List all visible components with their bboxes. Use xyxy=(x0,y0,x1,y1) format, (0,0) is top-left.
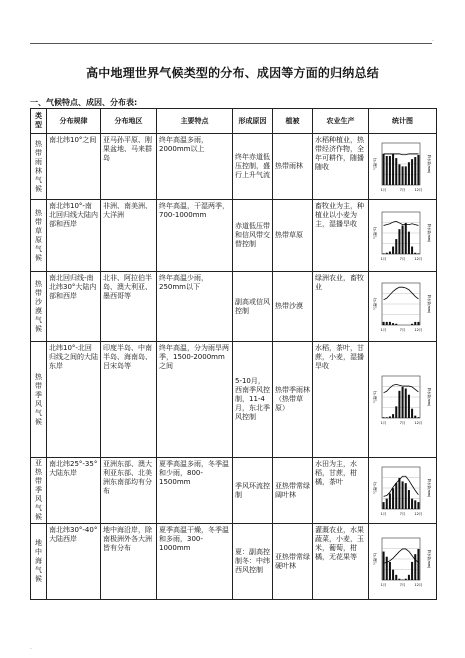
precip-bar xyxy=(398,390,400,417)
agriculture-cell: 水田为主，水稻，甘蔗，柑橘，茶叶 xyxy=(313,458,369,524)
month-tick-label: 1月 xyxy=(380,256,387,261)
precip-bar xyxy=(385,498,387,508)
vegetation-cell: 热带沙漠 xyxy=(273,272,313,342)
agriculture-cell: 畜牧业为主，种植业以小麦为主，湿播旱收 xyxy=(313,200,369,272)
month-tick-label: 12月 xyxy=(413,256,423,261)
month-tick-label: 1月 xyxy=(380,511,387,516)
climate-chart-cell xyxy=(369,134,437,200)
precip-axis-label: 降水量(mm) xyxy=(426,478,431,497)
climate-chart xyxy=(373,279,433,335)
precip-axis-label: 降水量(mm) xyxy=(426,387,431,406)
month-tick-label: 1月 xyxy=(380,187,387,192)
climate-type-cell: 热带草原气候 xyxy=(31,200,47,272)
header-rule: 分布规律 xyxy=(47,109,101,134)
climate-type-cell: 热带季风气候 xyxy=(31,342,47,458)
precip-bar xyxy=(414,500,416,509)
precip-bar xyxy=(395,574,397,579)
month-tick-label: 12月 xyxy=(413,511,423,516)
agriculture-cell: 水稻，茶叶，甘蔗，小麦，湿播旱收 xyxy=(313,342,369,458)
precip-bar xyxy=(401,166,403,185)
month-tick-label: 7月 xyxy=(399,187,406,192)
precip-bar xyxy=(404,166,406,185)
precip-bar xyxy=(414,554,416,580)
precip-bar xyxy=(382,153,384,184)
precip-bar xyxy=(407,394,409,417)
precip-bar xyxy=(414,415,416,417)
precip-bar xyxy=(414,157,416,185)
precip-bar xyxy=(392,488,394,509)
distribution-rule-cell: 南北纬25°-35°大陆东岸 xyxy=(47,458,101,524)
month-tick-label: 1月 xyxy=(380,582,387,587)
precip-bar xyxy=(407,231,409,253)
precip-bar xyxy=(392,246,394,253)
precip-bar xyxy=(411,159,413,185)
climate-type-cell: 热带沙漠气候 xyxy=(31,272,47,342)
precip-bar xyxy=(388,251,390,253)
header-region: 分布地区 xyxy=(101,109,157,134)
month-tick-label: 7月 xyxy=(399,256,406,261)
distribution-region-cell: 亚洲东部、澳大利亚东部、北美洲东南部均有分布 xyxy=(101,458,157,524)
main-feature-cell: 夏季高温多雨，冬季温和少雨，800-1500mm xyxy=(157,458,233,524)
precip-bar xyxy=(407,574,409,579)
precip-bar xyxy=(401,579,403,580)
header-cause: 形成原因 xyxy=(233,109,273,134)
precip-axis-label: 降水量(mm) xyxy=(426,549,431,568)
temp-axis-label: 气温(℃) xyxy=(372,481,377,494)
formation-cause-cell: 终年赤道低压控制，盛行上升气流 xyxy=(233,134,273,200)
precip-bar xyxy=(385,556,387,579)
temperature-line xyxy=(383,221,418,225)
precip-bar xyxy=(382,502,384,509)
precip-bar xyxy=(401,225,403,254)
distribution-region-cell: 亚马孙平原、刚果盆地、马来群岛 xyxy=(101,134,157,200)
main-feature-cell: 终年高温少雨，250mm以下 xyxy=(157,272,233,342)
month-tick-label: 7月 xyxy=(399,420,406,425)
precip-bar xyxy=(385,417,387,418)
precip-bar xyxy=(411,408,413,417)
distribution-rule-cell: 南北纬10°之间 xyxy=(47,134,101,200)
formation-cause-cell: 夏：副高控制冬：中纬西风控制 xyxy=(233,524,273,600)
table-row xyxy=(31,272,437,342)
precip-bar xyxy=(382,253,384,254)
vegetation-cell: 亚热带常绿阔叶林 xyxy=(273,458,313,524)
precip-bar xyxy=(417,154,419,184)
climate-chart-cell xyxy=(369,200,437,272)
month-tick-label: 1月 xyxy=(380,420,387,425)
formation-cause-cell: 副高或信风控制 xyxy=(233,272,273,342)
climate-chart xyxy=(373,208,433,264)
agriculture-cell: 灌溉农业，水果蔬菜，小麦，玉米，葡萄，柑橘，无花果等 xyxy=(313,524,369,600)
temperature-line xyxy=(383,153,418,154)
precip-bar xyxy=(417,253,419,254)
temp-axis-label: 气温(℃) xyxy=(372,552,377,565)
month-tick-label: 1月 xyxy=(380,327,387,332)
climate-type-cell: 热带雨林气候 xyxy=(31,134,47,200)
vegetation-cell: 热带季雨林（热带草原） xyxy=(273,342,313,458)
precip-bar xyxy=(404,222,406,253)
climate-chart xyxy=(373,463,433,519)
precip-bar xyxy=(388,321,390,324)
climate-chart xyxy=(373,372,433,428)
distribution-rule-cell: 南北纬30°-40°大陆西岸 xyxy=(47,524,101,600)
climate-chart-cell xyxy=(369,524,437,600)
distribution-region-cell: 北非、阿拉伯半岛、澳大利亚、墨西哥等 xyxy=(101,272,157,342)
month-tick-label: 7月 xyxy=(399,582,406,587)
distribution-rule-cell: 南北回归线-南北纬30°大陆内部和西岸 xyxy=(47,272,101,342)
precip-bar xyxy=(388,493,390,509)
header-chart: 统计图 xyxy=(369,109,437,134)
precip-bar xyxy=(417,548,419,579)
header-feature: 主要特点 xyxy=(157,109,233,134)
distribution-region-cell: 印度半岛、中南半岛、海南岛、吕宋岛等 xyxy=(101,342,157,458)
formation-cause-cell: 赤道低压带和信风带交替控制 xyxy=(233,200,273,272)
month-tick-label: 12月 xyxy=(413,582,423,587)
temp-axis-label: 气温(℃) xyxy=(372,390,377,403)
climate-type-cell: 亚热带季风气候 xyxy=(31,458,47,524)
distribution-region-cell: 地中海沿岸，除南极洲外各大洲皆有分布 xyxy=(101,524,157,600)
precip-bar xyxy=(392,414,394,418)
climate-table xyxy=(30,108,437,600)
precip-bar xyxy=(392,323,394,325)
precip-bar xyxy=(417,417,419,418)
precip-bar xyxy=(395,406,397,418)
precip-bar xyxy=(382,551,384,579)
precip-bar xyxy=(401,386,403,417)
precip-bar xyxy=(395,323,397,324)
precip-bar xyxy=(385,252,387,253)
precip-bar xyxy=(388,416,390,418)
main-feature-cell: 终年高温多雨，2000mm以上 xyxy=(157,134,233,200)
month-tick-label: 12月 xyxy=(413,187,423,192)
precip-bar xyxy=(414,252,416,253)
precip-bar xyxy=(385,321,387,324)
header-type: 类型 xyxy=(31,109,47,134)
table-header-row xyxy=(31,109,437,134)
precip-bar xyxy=(407,490,409,509)
formation-cause-cell: 季风环流控制 xyxy=(233,458,273,524)
distribution-rule-cell: 南北纬10°-南北回归线大陆内部和西岸 xyxy=(47,200,101,272)
precip-bar xyxy=(417,321,419,324)
precip-bar xyxy=(395,483,397,509)
precip-bar xyxy=(382,417,384,418)
table-row xyxy=(31,458,437,524)
precip-bar xyxy=(385,156,387,185)
header-vegetation: 植被 xyxy=(273,109,313,134)
footer-mark: · xyxy=(30,646,32,653)
main-feature-cell: 终年高温，分为雨旱两季，1500-2000mm之间 xyxy=(157,342,233,458)
month-tick-label: 12月 xyxy=(413,327,423,332)
temp-axis-label: 气温(℃) xyxy=(372,226,377,239)
table-row xyxy=(31,134,437,200)
vegetation-cell: 亚热带常绿硬叶林 xyxy=(273,524,313,600)
agriculture-cell: 绿洲农业，畜牧业 xyxy=(313,272,369,342)
precip-axis-label: 降水量(mm) xyxy=(426,223,431,242)
precip-axis-label: 降水量(mm) xyxy=(426,294,431,313)
precip-bar xyxy=(411,561,413,579)
climate-chart-cell xyxy=(369,272,437,342)
precip-bar xyxy=(388,561,390,579)
header-rule xyxy=(30,43,432,44)
agriculture-cell: 水稻种植业，热带经济作物，全年可耕作，随播随收 xyxy=(313,134,369,200)
month-tick-label: 7月 xyxy=(399,327,406,332)
main-feature-cell: 夏季高温干燥，冬季温和多雨，300-1000mm xyxy=(157,524,233,600)
month-tick-label: 7月 xyxy=(399,511,406,516)
precip-bar xyxy=(395,239,397,254)
precip-axis-label: 降水量(mm) xyxy=(426,154,431,173)
precip-bar xyxy=(401,481,403,509)
precip-bar xyxy=(392,569,394,579)
precip-bar xyxy=(398,164,400,185)
precip-bar xyxy=(417,502,419,509)
temperature-line xyxy=(383,384,418,392)
main-feature-cell: 终年高温，干湿两季，700-1000mm xyxy=(157,200,233,272)
temp-axis-label: 气温(℃) xyxy=(372,297,377,310)
precip-bar xyxy=(404,483,406,509)
vegetation-cell: 热带雨林 xyxy=(273,134,313,200)
precip-bar xyxy=(407,162,409,185)
climate-chart-cell xyxy=(369,458,437,524)
formation-cause-cell: 5-10月，西南季风控制，11-4月，东北季风控制 xyxy=(233,342,273,458)
temperature-line xyxy=(383,548,418,562)
section-heading: 一、气候特点、成因、分布表: xyxy=(30,98,138,107)
climate-chart-cell xyxy=(369,342,437,458)
distribution-rule-cell: 北纬10°-北回归线之间的大陆东岸 xyxy=(47,342,101,458)
month-tick-label: 12月 xyxy=(413,420,423,425)
vegetation-cell: 热带草原 xyxy=(273,200,313,272)
precip-bar xyxy=(411,498,413,508)
precip-bar xyxy=(404,578,406,579)
table-row xyxy=(31,524,437,600)
precip-bar xyxy=(395,158,397,185)
precip-bar xyxy=(411,323,413,324)
temperature-line xyxy=(383,476,418,496)
precip-bar xyxy=(404,388,406,417)
temp-axis-label: 气温(℃) xyxy=(372,157,377,170)
climate-chart xyxy=(373,534,433,590)
table-row xyxy=(31,200,437,272)
table-row xyxy=(31,342,437,458)
precip-bar xyxy=(411,246,413,253)
climate-chart xyxy=(373,139,433,195)
climate-type-cell: 地中海气候 xyxy=(31,524,47,600)
header-mark: · xyxy=(432,38,434,45)
precip-bar xyxy=(388,156,390,185)
distribution-region-cell: 非洲、南美洲、大洋洲 xyxy=(101,200,157,272)
precip-bar xyxy=(398,578,400,579)
precip-bar xyxy=(382,321,384,324)
precip-bar xyxy=(398,229,400,254)
precip-bar xyxy=(414,321,416,324)
precip-bar xyxy=(398,477,400,508)
precip-bar xyxy=(392,153,394,184)
header-agriculture: 农业生产 xyxy=(313,109,369,134)
page-title: 高中地理世界气候类型的分布、成因等方面的归纳总结 xyxy=(86,66,379,80)
